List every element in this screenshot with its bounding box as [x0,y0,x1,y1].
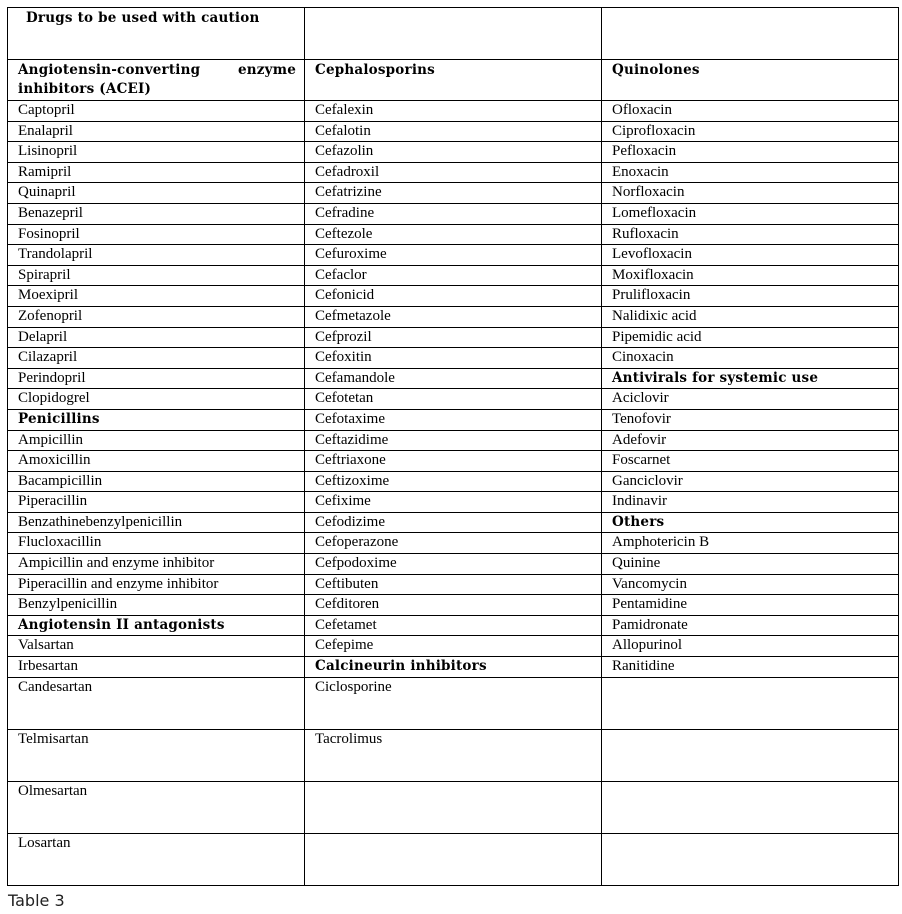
drug-cell: Clopidogrel [8,389,305,410]
drug-cell: Ofloxacin [602,101,899,122]
table-row [8,615,899,636]
drug-cell: Olmesartan [8,781,305,833]
table-row [8,306,899,327]
column-header-cephalosporins: Cephalosporins [305,60,602,101]
table-row [8,554,899,575]
drug-cell: Cefotaxime [305,409,602,430]
table-row [8,389,899,410]
drug-cell: Piperacillin and enzyme inhibitor [8,574,305,595]
drug-cell: Cilazapril [8,348,305,369]
table-row [8,101,899,122]
drug-cell: Amphotericin B [602,533,899,554]
drug-cell: Fosinopril [8,224,305,245]
drug-cell: Enalapril [8,121,305,142]
drug-cell: Ciclosporine [305,677,602,729]
table-caption: Table 3 [8,891,65,910]
drug-cell: Zofenopril [8,306,305,327]
title-row [8,8,899,60]
table-row [8,265,899,286]
drug-cell: Ramipril [8,162,305,183]
drug-cell: Tenofovir [602,409,899,430]
table-title: Drugs to be used with caution [8,8,305,60]
table-row [8,574,899,595]
drug-cell: Ceftriaxone [305,451,602,472]
table-row [8,348,899,369]
drug-cell: Rufloxacin [602,224,899,245]
drug-cell: Lisinopril [8,142,305,163]
drug-cell: Adefovir [602,430,899,451]
table-row [8,471,899,492]
table-row [8,327,899,348]
drug-cell: Ganciclovir [602,471,899,492]
drug-cell: Telmisartan [8,729,305,781]
drug-cell: Amoxicillin [8,451,305,472]
empty-cell [602,833,899,885]
drug-cell: Foscarnet [602,451,899,472]
drug-cell: Ampicillin and enzyme inhibitor [8,554,305,575]
table-row [8,409,899,430]
drug-cell: Cefadroxil [305,162,602,183]
drug-cell: Spirapril [8,265,305,286]
table-row [8,224,899,245]
drug-cell: Cefpodoxime [305,554,602,575]
header-row [8,60,899,101]
table-row [8,595,899,616]
table-row [8,183,899,204]
table-row [8,430,899,451]
column-header-acei: Angiotensin-converting enzyme inhibitors (ACEI) [8,60,305,101]
table-row [8,636,899,657]
drug-cell: Indinavir [602,492,899,513]
drug-cell: Irbesartan [8,657,305,678]
drug-cell: Tacrolimus [305,729,602,781]
drug-cell: Bacampicillin [8,471,305,492]
drug-cell: Perindopril [8,368,305,389]
drug-cell: Nalidixic acid [602,306,899,327]
drug-cell: Norfloxacin [602,183,899,204]
drug-cell: Flucloxacillin [8,533,305,554]
drug-cell: Benzylpenicillin [8,595,305,616]
table-row [8,781,899,833]
drug-cell: Benzathinebenzylpenicillin [8,512,305,533]
table-row [8,121,899,142]
drug-cell: Ciprofloxacin [602,121,899,142]
table-row [8,533,899,554]
table-body [8,8,899,886]
drug-cell: Cefixime [305,492,602,513]
empty-cell [305,781,602,833]
drug-cell: Cefatrizine [305,183,602,204]
drug-cell: Quinine [602,554,899,575]
drug-cell: Enoxacin [602,162,899,183]
table-row [8,512,899,533]
drug-cell: Allopurinol [602,636,899,657]
drug-cell: Moexipril [8,286,305,307]
drug-cell: Cefalexin [305,101,602,122]
table-row [8,162,899,183]
drug-cell: Ceftezole [305,224,602,245]
drug-cell: Quinapril [8,183,305,204]
drug-cell: Vancomycin [602,574,899,595]
table-row [8,677,899,729]
drug-cell: Cefalotin [305,121,602,142]
drug-cell: Cefonicid [305,286,602,307]
drug-cell: Levofloxacin [602,245,899,266]
drug-cell: Prulifloxacin [602,286,899,307]
section-heading-cell: Angiotensin II antagonists [8,615,305,636]
drug-cell: Cefmetazole [305,306,602,327]
table-row [8,833,899,885]
drug-cell: Cefoxitin [305,348,602,369]
drug-cell: Cefprozil [305,327,602,348]
drug-cell: Cefradine [305,203,602,224]
drug-cell: Trandolapril [8,245,305,266]
table-row [8,203,899,224]
empty-cell [305,8,602,60]
drug-cell: Cefoperazone [305,533,602,554]
drug-cell: Ceftibuten [305,574,602,595]
table-row [8,451,899,472]
drug-cell: Cefuroxime [305,245,602,266]
drug-cell: Cefazolin [305,142,602,163]
table-row [8,368,899,389]
drug-cell: Benazepril [8,203,305,224]
drug-cell: Cinoxacin [602,348,899,369]
drug-table [7,7,899,886]
drug-cell: Cefaclor [305,265,602,286]
drug-cell: Lomefloxacin [602,203,899,224]
table-row [8,245,899,266]
empty-cell [602,781,899,833]
table-row [8,729,899,781]
section-heading-cell: Others [602,512,899,533]
empty-cell [305,833,602,885]
drug-cell: Pipemidic acid [602,327,899,348]
table-row [8,492,899,513]
drug-cell: Cefepime [305,636,602,657]
drug-cell: Cefditoren [305,595,602,616]
drug-cell: Valsartan [8,636,305,657]
table-row [8,142,899,163]
empty-cell [602,8,899,60]
drug-cell: Cefamandole [305,368,602,389]
drug-cell: Pefloxacin [602,142,899,163]
drug-cell: Piperacillin [8,492,305,513]
drug-cell: Ceftizoxime [305,471,602,492]
drug-cell: Pamidronate [602,615,899,636]
drug-cell: Cefotetan [305,389,602,410]
empty-cell [602,677,899,729]
table-row [8,657,899,678]
drug-cell: Captopril [8,101,305,122]
drug-cell: Ceftazidime [305,430,602,451]
empty-cell [602,729,899,781]
section-heading-cell: Antivirals for systemic use [602,368,899,389]
drug-cell: Cefodizime [305,512,602,533]
section-heading-cell: Calcineurin inhibitors [305,657,602,678]
drug-cell: Pentamidine [602,595,899,616]
drug-cell: Delapril [8,327,305,348]
drug-cell: Ampicillin [8,430,305,451]
column-header-quinolones: Quinolones [602,60,899,101]
drug-cell: Cefetamet [305,615,602,636]
drug-cell: Ranitidine [602,657,899,678]
table-row [8,286,899,307]
drug-cell: Moxifloxacin [602,265,899,286]
drug-cell: Losartan [8,833,305,885]
drug-cell: Aciclovir [602,389,899,410]
section-heading-cell: Penicillins [8,409,305,430]
drug-cell: Candesartan [8,677,305,729]
